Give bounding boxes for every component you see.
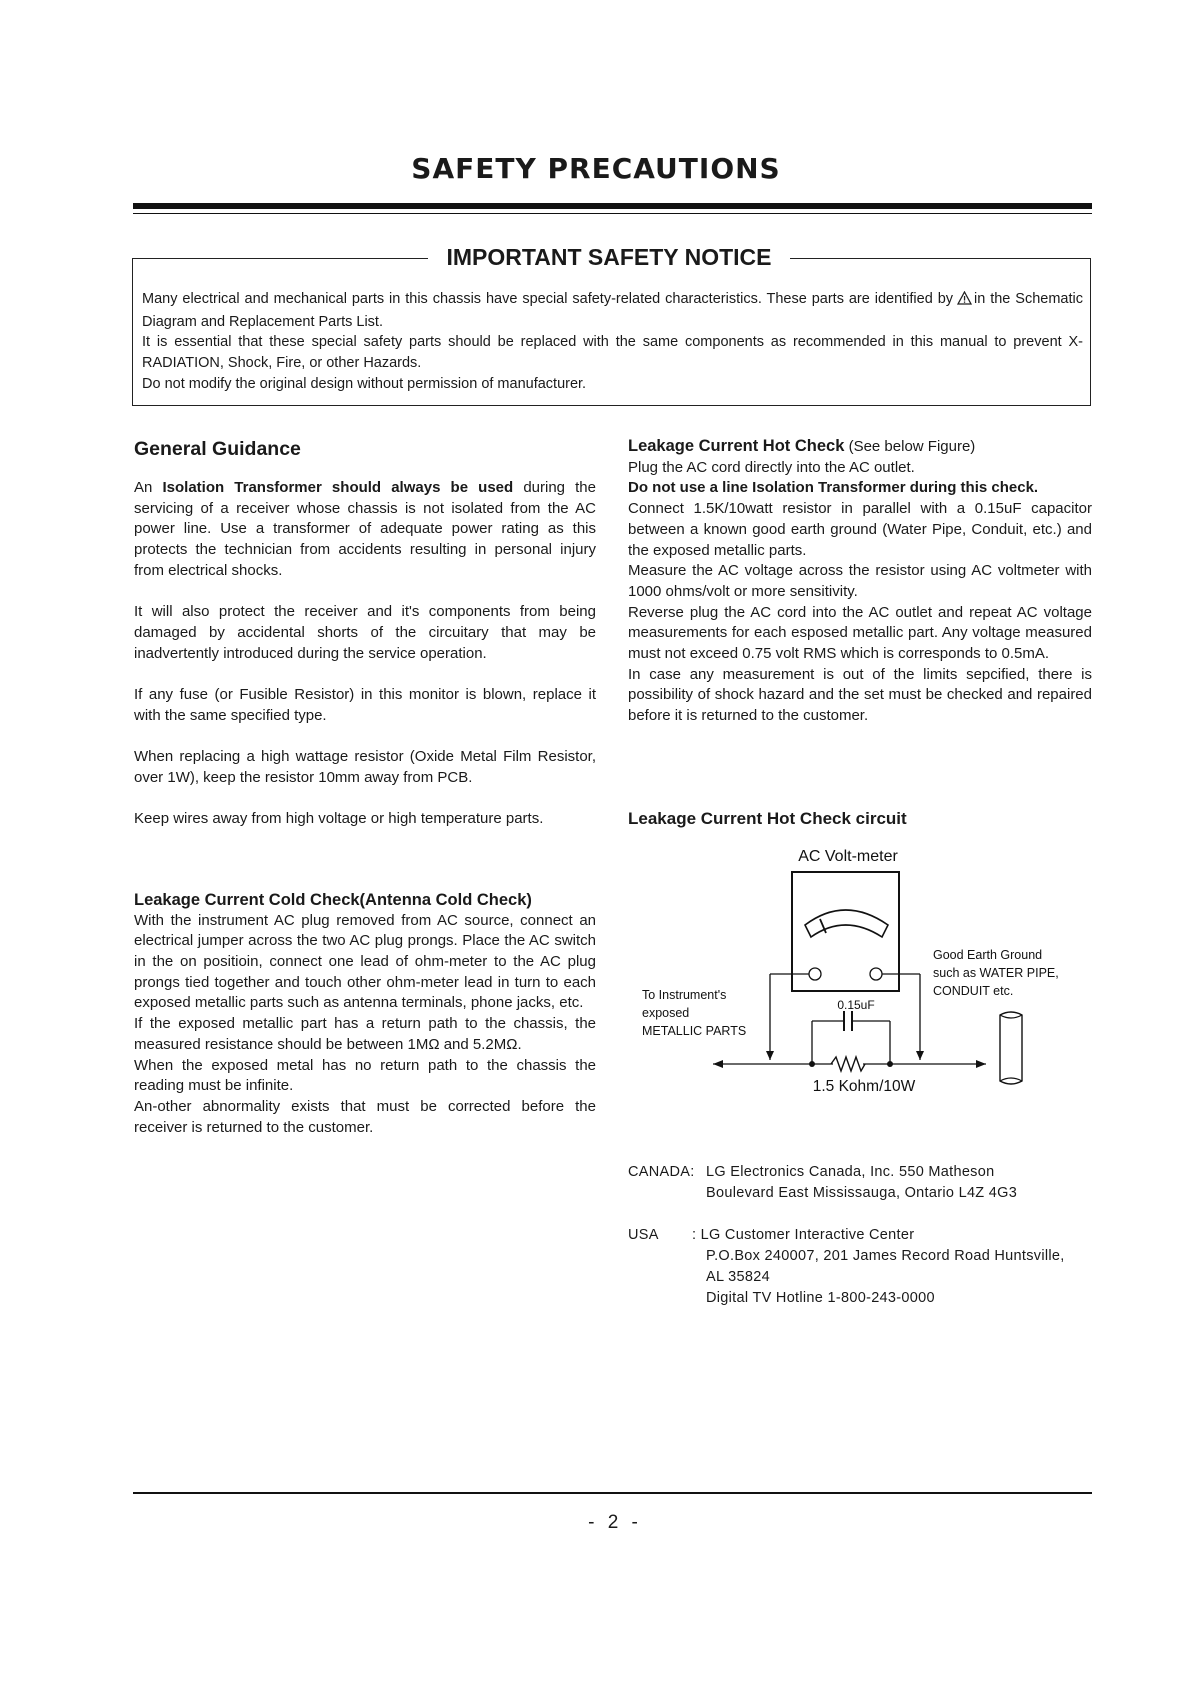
guidance-paragraph-2: It will also protect the receiver and it's components from being damaged by accidental shorts of the circuitary that may be inadvertently introduced during the service operation.: [134, 603, 596, 662]
capacitor-label: 0.15uF: [837, 998, 875, 1012]
meter-dial-icon: [805, 910, 888, 937]
hot-check-line-1: Plug the AC cord directly into the AC outlet.: [628, 458, 915, 476]
resistor-label: 1.5 Kohm/10W: [812, 1078, 916, 1095]
water-pipe-icon: [1000, 1012, 1022, 1084]
hot-check-line-3: Connect 1.5K/10watt resistor in parallel with a 0.15uF capacitor between a known good earth ground (Water Pipe, Conduit, etc.) and the exposed metallic parts.: [628, 500, 1092, 559]
footer-rule: [133, 1492, 1092, 1494]
guidance-paragraph-4: When replacing a high wattage resistor (Oxide Metal Film Resistor, over 1W), keep the resistor 10mm away from PCB.: [134, 748, 596, 786]
circuit-heading: Leakage Current Hot Check circuit: [628, 809, 907, 828]
notice-line-2: It is essential that these special safety parts should be replaced with the same components as recommended in this manual to prevent X-RADIATION, Shock, Fire, or other Hazards.: [142, 334, 1083, 372]
notice-line-3: Do not modify the original design without permission of manufacturer.: [142, 375, 587, 392]
hot-check-heading: Leakage Current Hot Check: [628, 437, 845, 455]
guidance-paragraph-3: If any fuse (or Fusible Resistor) in this monitor is blown, replace it with the same specified type.: [134, 686, 596, 724]
cold-check-paragraph-1: With the instrument AC plug removed from AC source, connect an electrical jumper across the two AC plug prongs. Place the AC switch in the on positioin, connect one lead of ohm-meter to the AC plug prongs tied together and touch other ohm-meter lead in turn to each exposed metallic parts such as antenna terminals, phone jacks, etc.: [134, 911, 596, 1012]
hot-check-line-5: Reverse plug the AC cord into the AC outlet and repeat AC voltage measurements for each esposed metallic part. Any voltage measured must not exceed 0.75 volt RMS which is corresponds to 0.5mA.: [628, 603, 1092, 663]
guidance-paragraph-5: Keep wires away from high voltage or high temperature parts.: [134, 810, 544, 828]
hot-check-line-2: Do not use a line Isolation Transformer during this check.: [628, 479, 1039, 497]
page-number: - 2 -: [588, 1512, 642, 1533]
right-label: Good Earth Ground such as WATER PIPE, CONDUIT etc.: [933, 948, 1059, 998]
general-guidance-heading: General Guidance: [134, 438, 301, 460]
usa-contact: USA : LG Customer Interactive Center: [628, 1227, 915, 1243]
canada-contact: CANADA: LG Electronics Canada, Inc. 550 Matheson: [628, 1164, 995, 1180]
meter-terminal-left: [809, 968, 821, 980]
notice-body: [142, 289, 1083, 395]
contact-info: CANADA: LG Electronics Canada, Inc. 550 Matheson Boulevard East Mississauga, Ontario L4Z 4G3 USA : LG Customer Interactive Center P.O.Box 240007, 201 James Record Road Huntsville, AL 35824 Digital TV Hotline 1-800-243-0000: [628, 1162, 1098, 1309]
guidance-paragraph-1: An Isolation Transformer should always be used during the servicing of a receiver whose chassis is not isolated from the AC power line. Use a transformer of adequate power rating as this protects the technician from accidents resulting in personal injury from electrical shocks.: [134, 479, 596, 579]
hot-check-line-4: Measure the AC voltage across the resistor using AC voltmeter with 1000 ohms/volt or more sensitivity.: [628, 562, 1092, 600]
right-column: [628, 436, 1092, 727]
meter-terminal-right: [870, 968, 882, 980]
page-title: SAFETY PRECAUTIONS: [411, 152, 781, 185]
left-column: [134, 436, 596, 1138]
meter-label: AC Volt-meter: [798, 848, 898, 865]
cold-check-heading: Leakage Current Cold Check(Antenna Cold Check): [134, 890, 532, 909]
title-rule-thick: [133, 203, 1092, 209]
title-rule-thin: [133, 213, 1092, 214]
notice-title: IMPORTANT SAFETY NOTICE: [428, 242, 790, 272]
left-label: To Instrument's exposed METALLIC PARTS: [642, 988, 747, 1038]
hot-check-heading-line: Leakage Current Hot Check (See below Figure): [628, 437, 976, 455]
cold-check-paragraph-3: When the exposed metal has no return path to the chassis the reading must be infinite.: [134, 1056, 596, 1095]
notice-line-1: Many electrical and mechanical parts in this chassis have special safety-related characteristics. These parts are identified by in the Schematic Diagram and Replacement Parts List.: [142, 291, 1083, 330]
hot-check-line-6: In case any measurement is out of the limits sepcified, there is possibility of shock hazard and the set must be checked and repaired before it is returned to the customer.: [628, 665, 1092, 725]
warning-triangle-icon: [957, 291, 972, 312]
cold-check-paragraph-2: If the exposed metallic part has a return path to the chassis, the measured resistance should be between 1MΩ and 5.2MΩ.: [134, 1015, 596, 1053]
hot-check-circuit-diagram: [628, 838, 1098, 1098]
cold-check-paragraph-4: An-other abnormality exists that must be corrected before the receiver is returned to the customer.: [134, 1097, 596, 1136]
